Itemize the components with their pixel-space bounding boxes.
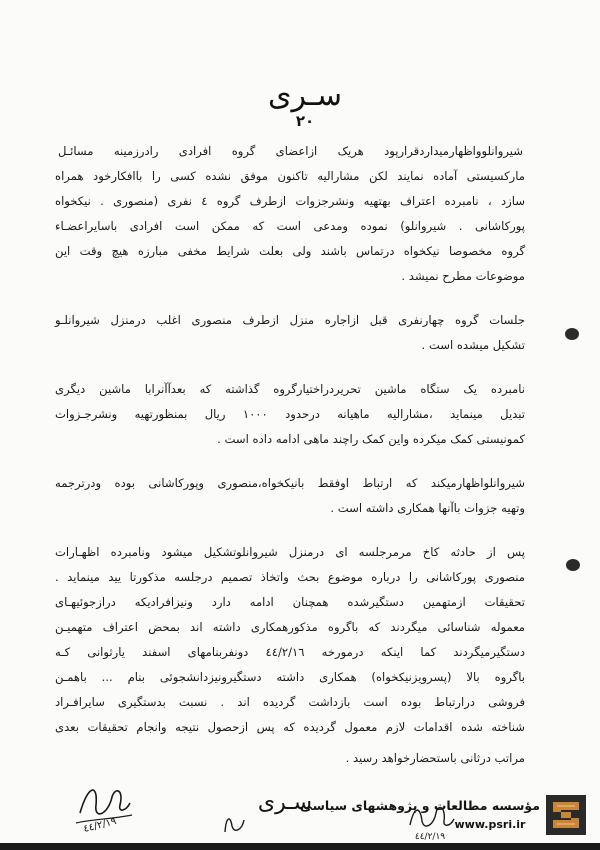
- classification-heading: سـرى: [268, 78, 342, 113]
- body-line: فروشی درارتباط بوده است بازداشت گردیده اند . نسبت بدستگیری سایرافـراد: [55, 695, 525, 709]
- body-line: شناخته شده اقدامات لازم معمول گردیده که پس ازحصول نتیجه وانجام تحقیقات بعدی: [55, 720, 525, 734]
- watermark-url: www.psri.ir: [454, 818, 526, 831]
- body-line: پورکاشانی . شیروانلو) نموده ومدعی است که ممکن است افرادی باسایراعضـاء: [55, 219, 525, 233]
- body-line: کمونیستی کمک میکرده واین کمک راچند ماهی ادامه داده است .: [217, 432, 525, 446]
- body-line: مارکسیستی آماده نمایند لکن مشارالیه تاکنون موفق نشده کسی را باافکارخود همراه: [55, 169, 525, 183]
- scan-edge: [0, 843, 600, 850]
- body-line: تحقیقات ازمتهمین دستگیرشده همچنان ادامه دارد ونیزافرادیکه درازجوئیهـای: [55, 595, 525, 609]
- body-line: شیروانلوواظهارمیداردقرارپود هریک ازاعضای گروه افرادی رادرزمینه مسائـل: [58, 144, 523, 158]
- classification-footer: سـرى: [257, 790, 313, 815]
- body-line: نامبرده یک ستگاه ماشین تحریردراختیارگروه گذاشته که بعدآآنرابا ماشین دیگری: [55, 382, 525, 396]
- body-line: مراتب درثانی باستحضارخواهد رسید .: [345, 751, 525, 765]
- institute-watermark: [299, 792, 595, 840]
- body-line: پس از حادثه کاخ مرمرجلسه ای درمنزل شیروانلوتشکیل میشود ونامبرده اظهـارات: [55, 545, 525, 559]
- body-line: وتهیه جزوات باآنها همکاری داشته است .: [330, 501, 525, 515]
- signature-date: ٤٤/۲/۱۹: [82, 816, 118, 835]
- body-line: دستگیرمیگردند کما اینکه درمورخه ٤٤/۲/۱٦ دونفربنامهای اسفند یارثوانی کـه: [55, 645, 525, 659]
- body-line: موضوعات مطرح نمیشد .: [401, 269, 525, 283]
- body-line: تبدیل مینماید ،مشارالیه ماهیانه درحدود ۱۰۰۰ ریال بمنظورتهیه ونشرجـزوات: [55, 407, 525, 421]
- body-line: باگروه بالا (پسرویزنیکخواه) همکاری داشته دستگیرونیزدانشجوئی بنام ... باهمـن: [55, 670, 525, 684]
- body-line: منصوری پورکاشانی را درباره موضوع بحث واتخاذ تصمیم درجلسه مذکورتا یید مینماید .: [55, 570, 525, 584]
- body-line: جلسات گروه چهارنفری قبل ازاجاره منزل ازطرف منصوری اغلب درمنزل شیروانلـو: [55, 313, 525, 327]
- institute-logo-icon: [545, 794, 587, 836]
- body-line: شیروانلواظهارمیکند که ارتباط اوفقط بانیکخواه،منصوری وپورکاشانی بوده ودرترجمه: [55, 476, 525, 490]
- body-line: سازد ، نامبرده اعتراف بهتهیه ونشرجزوات ازطرف گروه ٤ نفری (منصوری . نیکخواه: [55, 194, 525, 208]
- body-line: گروه مخصوصا نیکخواه درتماس باشند ولی بعلت شرایط مخفی مبارزه هیچ وقت این: [55, 244, 525, 258]
- initials-mark: [220, 808, 260, 838]
- page-number: ۲۰: [295, 112, 315, 130]
- body-line: تشکیل میشده است .: [421, 338, 525, 352]
- body-line: معموله شناسائی میگردند که باگروه مذکورهمکاری داشته اند بمحض اعتراف متهمیـن: [55, 620, 525, 634]
- watermark-text: مؤسسه مطالعات و پژوهشهای سیاسی: [299, 798, 540, 813]
- punch-hole: [565, 328, 579, 340]
- footer-date: ٤٤/۲/۱۹: [414, 832, 446, 842]
- punch-hole: [566, 559, 580, 571]
